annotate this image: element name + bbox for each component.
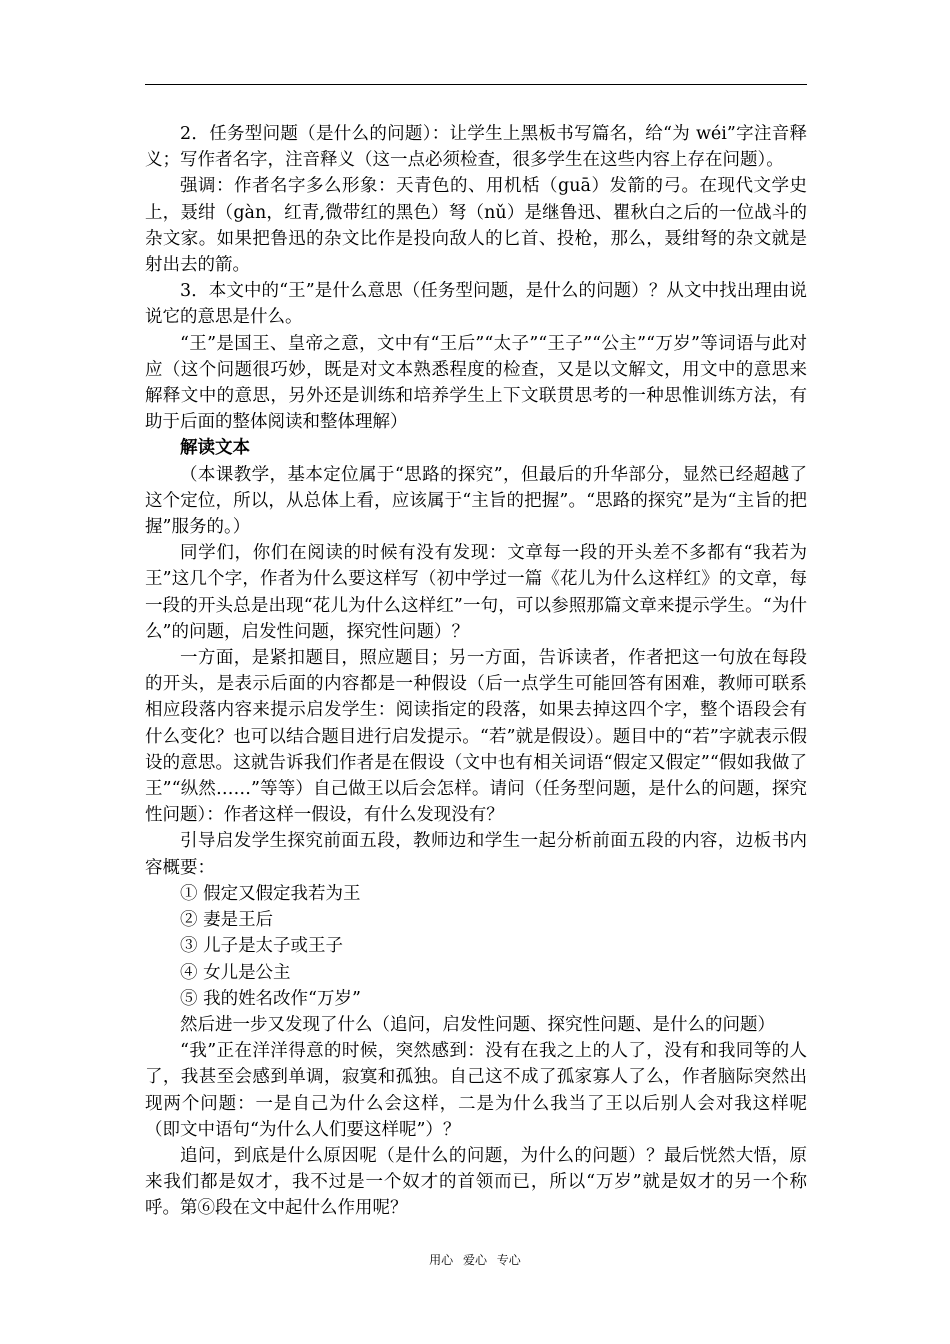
paragraph-teaching-note: （本课教学，基本定位属于“思路的探究”，但最后的升华部分，显然已经超越了这个定位，所以，从总体上看，应该属于“主旨的把握”。“思路的探究”是为“主旨的把握”服务的。）	[145, 464, 807, 538]
list-item: ② 妻是王后	[180, 910, 274, 931]
paragraph-guidance: 引导启发学生探究前面五段，教师边和学生一起分析前面五段的内容，边板书内容概要：	[145, 831, 807, 878]
list-item: ④ 女儿是公主	[180, 962, 291, 983]
document-body	[145, 121, 807, 1222]
paragraph-task-2: 2．任务型问题（是什么的问题）：让学生上黑板书写篇名，给“为 wéi”字注音释义；写作者名字，注音释义（这一点必须检查，很多学生在这些内容上存在问题）。	[145, 124, 807, 171]
paragraph-explanation: 一方面，是紧扣题目，照应题目；另一方面，告诉读者，作者把这一句放在每段的开头，是表示后面的内容都是一种假设（后一点学生可能回答有困难，教师可联系相应段落内容来提示启发学生：阅读指定的段落，如果去掉这四个字，整个语段会有什么变化？也可以结合题目进行启发提示。“若”就是假设）。题目中的“若”字就表示假设的意思。这就告诉我们作者是在假设（文中也有相关词语“假定又假定”“假如我做了王”“纵然……”等等）自己做王以后会怎样。请问（任务型问题，是什么的问题，探究性问题）：作者这样一假设，有什么发现没有？	[145, 648, 807, 826]
header-rule	[145, 84, 807, 85]
paragraph-conclusion: 追问，到底是什么原因呢（是什么的问题，为什么的问题）？最后恍然大悟，原来我们都是奴才，我不过是一个奴才的首领而已，所以“万岁”就是奴才的另一个称呼。第⑥段在文中起什么作用呢？	[145, 1145, 807, 1219]
list-item: ⑤ 我的姓名改作“万岁”	[180, 988, 361, 1009]
paragraph-wang-meaning: “王”是国王、皇帝之意，文中有“王后”“太子”“王子”“公主”“万岁”等词语与此对应（这个问题很巧妙，既是对文本熟悉程度的检查，又是以文解文，用文中的意思来解释文中的意思，另外还是训练和培养学生上下文联贯思考的一种思惟训练方法，有助于后面的整体阅读和整体理解）	[145, 333, 807, 433]
list-item: ① 假定又假定我若为王	[180, 883, 361, 904]
section-heading: 解读文本	[180, 438, 250, 459]
paragraph-question-intro: 同学们，你们在阅读的时候有没有发现：文章每一段的开头差不多都有“我若为王”这几个字，作者为什么要这样写（初中学过一篇《花儿为什么这样红》的文章，每一段的开头总是出现“花儿为什么这样红”一句，可以参照那篇文章来提示学生。“为什么”的问题，启发性问题，探究性问题）？	[145, 543, 807, 642]
paragraph-task-3: 3．本文中的“王”是什么意思（任务型问题，是什么的问题）？从文中找出理由说说它的意思是什么。	[145, 281, 807, 328]
paragraph-emphasis: 强调：作者名字多么形象：天青色的、用机栝（guā）发箭的弓。在现代文学史上，聂绀（gàn，红青,微带红的黑色）弩（nǔ）是继鲁迅、瞿秋白之后的一位战斗的杂文家。如果把鲁迅的杂文比作是投向敌人的匕首、投枪，那么，聂绀弩的杂文就是射出去的箭。	[145, 176, 807, 276]
list-item: ③ 儿子是太子或王子	[180, 936, 344, 957]
paragraph-followup: 然后进一步又发现了什么（追问，启发性问题、探究性问题、是什么的问题）	[180, 1014, 775, 1035]
paragraph-discovery: “我”正在洋洋得意的时候，突然感到：没有在我之上的人了，没有和我同等的人了，我甚至会感到单调，寂寞和孤独。自己这不成了孤家寡人了么，作者脑际突然出现两个问题：一是自己为什么会这样，二是为什么我当了王以后别人会对我这样呢（即文中语句“为什么人们要这样呢”）？	[145, 1041, 807, 1140]
page-footer: 用心 爱心 专心	[429, 1253, 521, 1267]
